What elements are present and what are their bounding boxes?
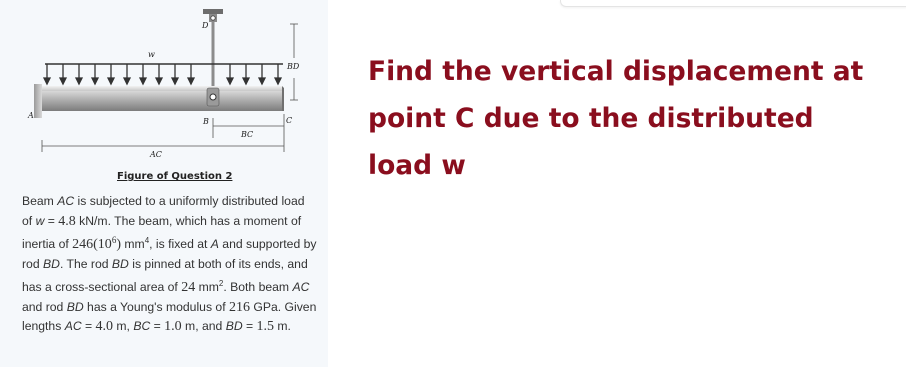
label-bc: BC bbox=[241, 130, 254, 139]
label-b: B bbox=[203, 117, 209, 126]
label-ac: AC bbox=[150, 150, 162, 159]
question-text: Find the vertical displacement at point C due to the distributed load w bbox=[368, 56, 864, 181]
top-card-edge bbox=[560, 0, 906, 7]
beam-figure bbox=[0, 0, 328, 185]
label-c: C bbox=[286, 116, 293, 125]
beam-ac bbox=[42, 86, 284, 111]
pin-b bbox=[207, 88, 219, 106]
label-bd: BD bbox=[287, 62, 300, 71]
label-a: A bbox=[28, 111, 34, 120]
question-panel bbox=[0, 0, 328, 367]
load-arrows bbox=[44, 64, 281, 84]
fixed-wall-a bbox=[34, 84, 42, 118]
rod-bd bbox=[212, 22, 215, 90]
label-w: w bbox=[148, 50, 155, 59]
label-d: D bbox=[202, 21, 209, 30]
problem-statement: Beam AC is subjected to a uniformly distributed load of w = 4.8 kN/m. The beam, which has a moment of inertia of $246(10^6)$ $mm^4$, is fixed at A and supported by rod BD. The rod BD is pinned at both of its ends, and has a cross-sectional area of 24 $mm^2$. Both beam AC and rod BD has a Young's modulus of 216 GPa. Given lengths AC = 4.0 m, BC = 1.0 m, and BD = 1.5 m. bbox=[22, 194, 317, 335]
figure-caption: Figure of Question 2 bbox=[117, 171, 233, 182]
